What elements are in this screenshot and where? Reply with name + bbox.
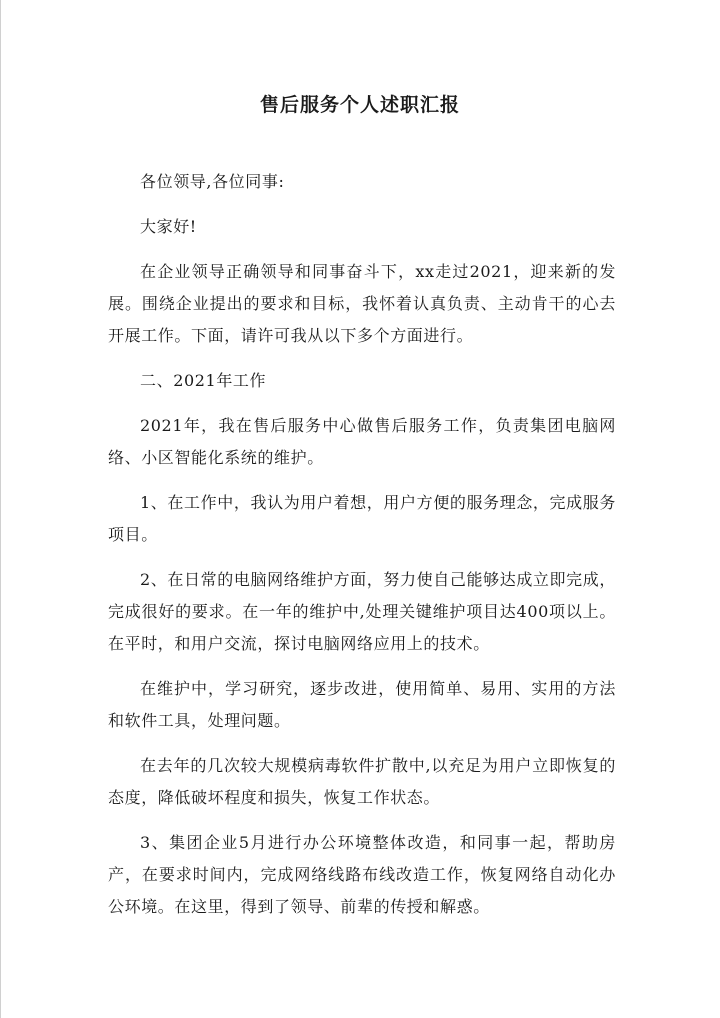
document-title: 售后服务个人述职汇报 [259, 94, 460, 116]
greeting-paragraph: 各位领导,各位同事: [140, 172, 285, 191]
body-paragraph: 2、在日常的电脑网络维护方面，努力使自己能够达成立即完成，完成很好的要求。在一年的维护中,处理关键维护项目达400项以上。在平时，和用户交流，探讨电脑网络应用上的技术。 [108, 570, 616, 653]
body-paragraph: 在去年的几次较大规模病毒软件扩散中,以充足为用户立即恢复的态度，降低破坏程度和损失，恢复工作状态。 [108, 756, 616, 807]
body-paragraph: 1、在工作中，我认为用户着想，用户方便的服务理念，完成服务项目。 [108, 493, 616, 544]
document-body [108, 166, 616, 936]
page-edge-line [0, 0, 1, 1018]
body-paragraph: 3、集团企业5月进行办公环境整体改造，和同事一起，帮助房产，在要求时间内，完成网络线路布线改造工作，恢复网络自动化办公环境。在这里，得到了领导、前辈的传授和解惑。 [108, 833, 616, 916]
section-heading: 二、2021年工作 [140, 371, 267, 390]
hello-paragraph: 大家好! [140, 217, 197, 236]
body-paragraph: 在维护中，学习研究，逐步改进，使用简单、易用、实用的方法和软件工具，处理问题。 [108, 679, 616, 730]
intro-paragraph: 在企业领导正确领导和同事奋斗下，xx走过2021，迎来新的发展。围绕企业提出的要求和目标，我怀着认真负责、主动肯干的心去开展工作。下面，请许可我从以下多个方面进行。 [108, 262, 616, 345]
body-paragraph: 2021年，我在售后服务中心做售后服务工作，负责集团电脑网络、小区智能化系统的维护。 [108, 416, 616, 467]
